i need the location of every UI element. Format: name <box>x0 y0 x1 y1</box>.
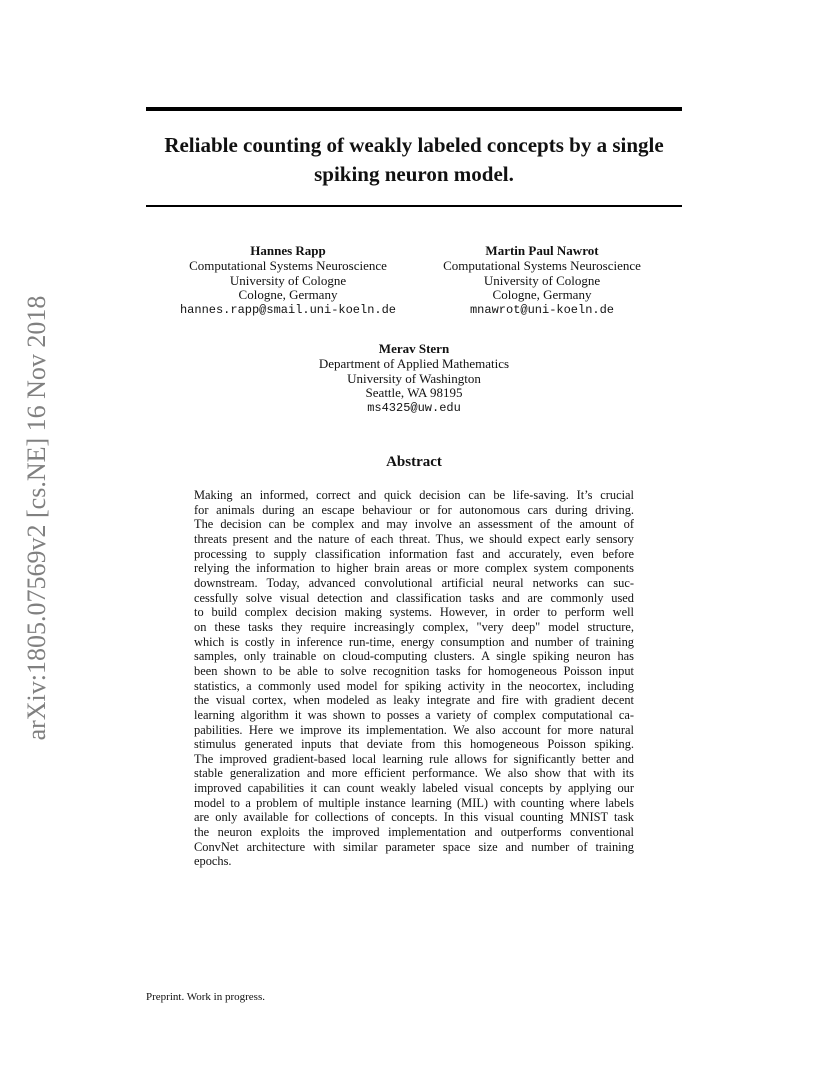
abstract-line: stable generalization and more efficient performance. We also show that with its <box>194 766 634 781</box>
author-department: Computational Systems Neuroscience <box>189 257 387 273</box>
arxiv-identifier-stamp: arXiv:1805.07569v2 [cs.NE] 16 Nov 2018 <box>22 295 51 741</box>
author-block-1 <box>168 244 408 318</box>
title-top-rule <box>146 107 682 111</box>
author-institution: University of Cologne <box>229 272 347 288</box>
abstract-line: Making an informed, correct and quick decision can be life-saving. It’s crucial <box>194 488 634 502</box>
abstract-line: samples, only trainable on cloud-computing clusters. A single spiking neuron has <box>194 649 634 664</box>
author-name: Martin Paul Nawrot <box>485 243 599 258</box>
abstract-line: epochs. <box>194 854 232 869</box>
author-institution: University of Washington <box>347 370 481 386</box>
abstract-line: processing to supply classification information fast and accurately, even before <box>194 546 634 561</box>
abstract-heading: Abstract <box>386 454 442 470</box>
abstract-line: stimulus generated inputs that deviate from this homogeneous Poisson spiking. <box>194 737 634 752</box>
abstract-line: are only available for collections of concepts. In this visual counting MNIST task <box>194 810 634 825</box>
title-bottom-rule <box>146 205 682 207</box>
author-email: hannes.rapp@smail.uni-koeln.de <box>179 303 397 318</box>
author-email: mnawrot@uni-koeln.de <box>469 303 615 318</box>
abstract-line: which is costly in inference run-time, energy consumption and number of training <box>194 634 634 649</box>
abstract-line: been shown to be able to solve recognition tasks for homogeneous Poisson input <box>194 663 634 678</box>
footer-note: Preprint. Work in progress. <box>146 991 265 1003</box>
abstract-line: relying the information to higher brain areas or more complex system components <box>194 561 634 576</box>
author-institution: University of Cologne <box>483 272 601 288</box>
author-location: Cologne, Germany <box>238 287 338 303</box>
abstract-line: learning algorithm it was shown to posses a variety of complex computational ca- <box>194 707 634 722</box>
abstract-line: the neuron exploits the improved implementation and outperforms conventional <box>194 825 634 840</box>
abstract-line: for animals during an escape behaviour or for autonomous cars during driving. <box>194 502 634 517</box>
abstract-line: The decision can be complex and may involve an assessment of the amount of <box>194 517 634 532</box>
abstract-line: The improved gradient-based local learning rule allows for significantly better and <box>194 751 634 766</box>
abstract-line: improved capabilities it can count weakly labeled visual concepts by applying our <box>194 781 634 796</box>
author-email: ms4325@uw.edu <box>367 401 461 416</box>
author-name: Hannes Rapp <box>250 243 326 258</box>
abstract-line: to build complex decision making systems. However, in order to perform well <box>194 605 634 620</box>
author-block-3 <box>294 342 534 416</box>
abstract-line: pabilities. Here we improve its implementation. We also account for more natural <box>194 722 634 737</box>
abstract-line: cessfully solve visual detection and classification tasks and are commonly used <box>194 590 634 605</box>
abstract-line: model to a problem of multiple instance learning (MIL) with counting where labels <box>194 795 634 810</box>
author-location: Cologne, Germany <box>492 287 592 303</box>
abstract-line: statistics, a commonly used model for spiking activity in the neocortex, including <box>194 678 634 693</box>
abstract-line: threats present and the nature of each threat. Thus, we should expect early sensory <box>194 531 634 546</box>
abstract-line: ConvNet architecture with similar parameter space size and number of training <box>194 839 634 854</box>
author-department: Department of Applied Mathematics <box>318 355 510 371</box>
author-department: Computational Systems Neuroscience <box>443 257 641 273</box>
paper-title: Reliable counting of weakly labeled concepts by a single spiking neuron model. <box>164 133 664 186</box>
abstract-line: downstream. Today, advanced convolutional artificial neural networks can suc- <box>194 575 634 590</box>
author-block-2 <box>422 244 662 318</box>
author-name: Merav Stern <box>378 341 450 356</box>
abstract-line: on these tasks they require increasingly complex, "very deep" model structure, <box>194 619 634 634</box>
abstract-line: the visual cortex, when modeled as leaky integrate and fire with gradient decent <box>194 693 634 708</box>
author-location: Seattle, WA 98195 <box>365 385 463 401</box>
abstract-body <box>194 488 634 869</box>
